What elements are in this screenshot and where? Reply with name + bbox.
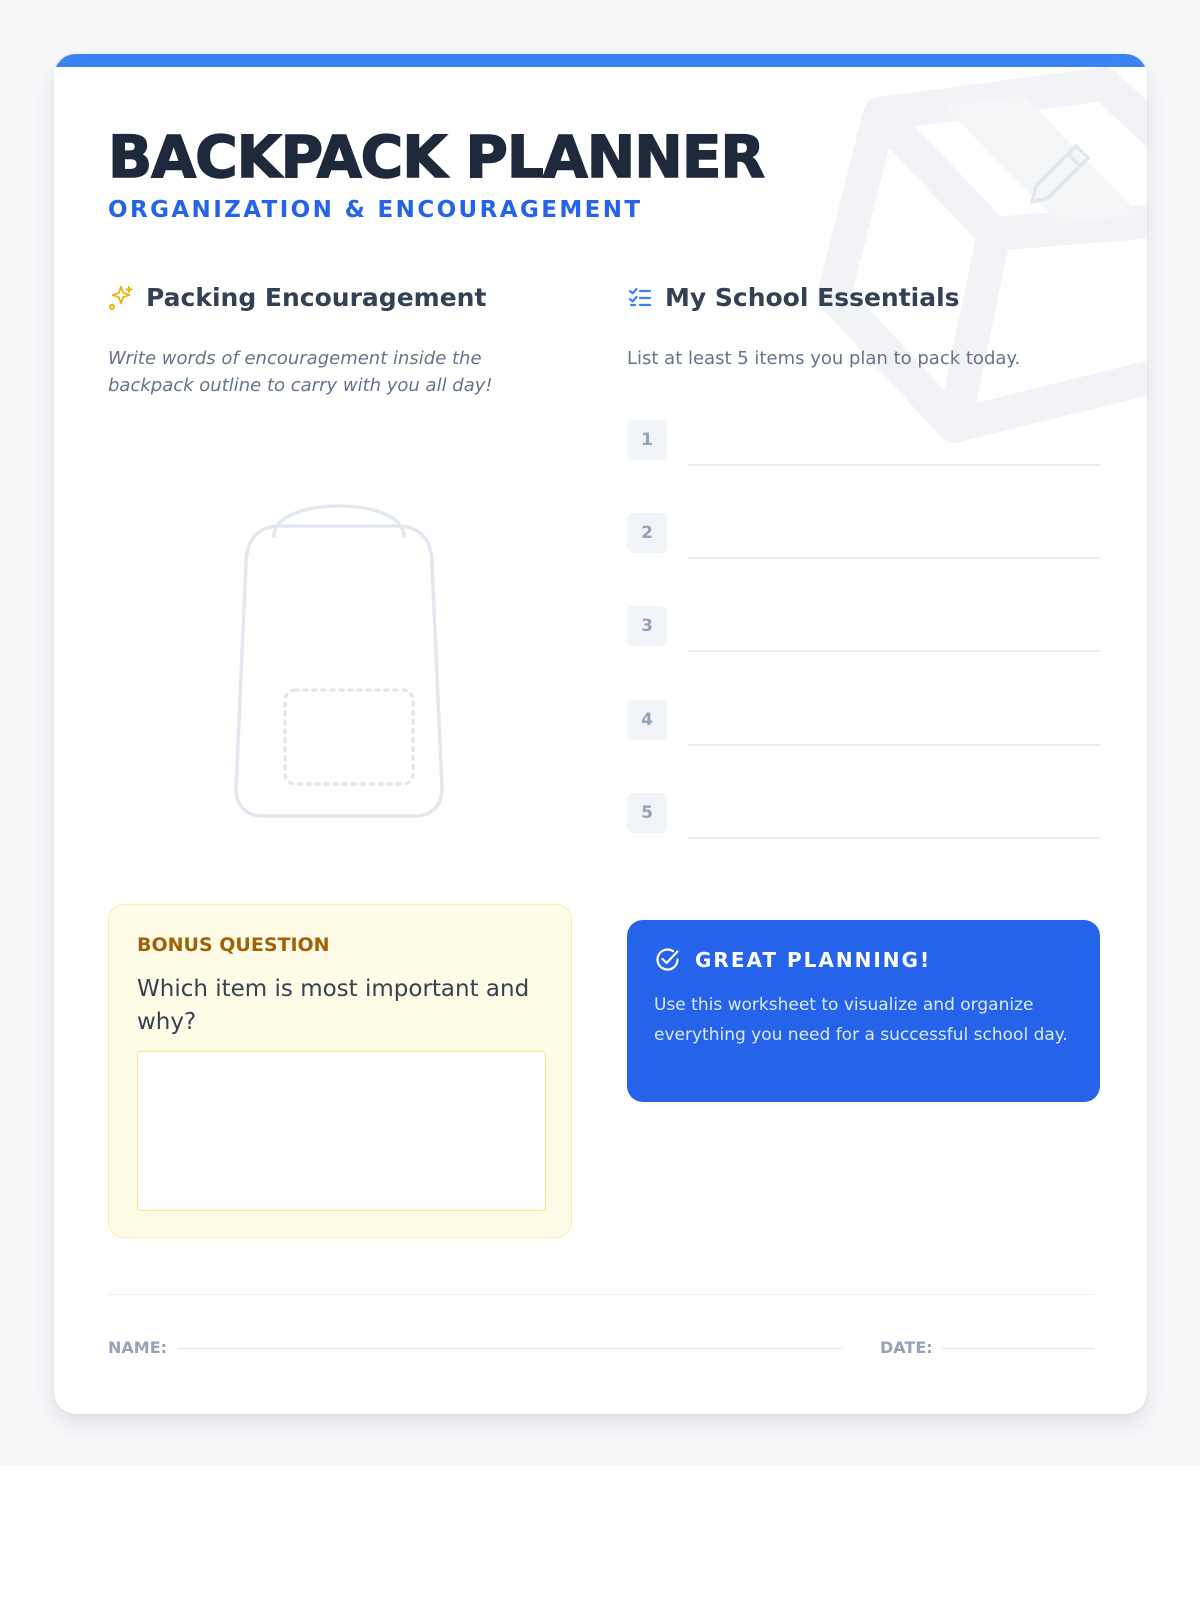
bonus-answer-field[interactable]: [137, 1051, 546, 1211]
essentials-heading: My School Essentials: [665, 283, 960, 312]
checklist-icon: [627, 285, 653, 311]
sparkles-icon: [108, 285, 134, 311]
item-number: 4: [627, 700, 667, 740]
callout-body: Use this worksheet to visualize and organize everything you need for a successful school day.: [654, 995, 1068, 1045]
item-write-line[interactable]: [688, 464, 1100, 466]
backpack-outline[interactable]: [220, 494, 458, 824]
item-number: 5: [627, 793, 667, 833]
essentials-header: [627, 283, 960, 313]
essential-item-2: [627, 513, 1100, 561]
item-write-line[interactable]: [688, 557, 1100, 559]
item-number: 2: [627, 513, 667, 553]
item-write-line[interactable]: [688, 837, 1100, 839]
check-circle-icon: [654, 946, 681, 973]
encouragement-instructions: Write words of encouragement inside the backpack outline to carry with you all day!: [108, 348, 493, 396]
item-number: 3: [627, 606, 667, 646]
page-title: BACKPACK PLANNER: [108, 123, 765, 191]
essentials-instructions: List at least 5 items you plan to pack today.: [627, 348, 1021, 369]
encouragement-heading: Packing Encouragement: [146, 283, 487, 312]
name-write-line[interactable]: [178, 1348, 843, 1349]
worksheet-card: [54, 54, 1147, 1414]
essential-item-5: [627, 793, 1100, 841]
item-write-line[interactable]: [688, 744, 1100, 746]
callout-title: GREAT PLANNING!: [695, 947, 932, 972]
name-label: NAME:: [108, 1338, 168, 1357]
essential-item-4: [627, 700, 1100, 748]
box-watermark-icon: [774, 64, 1147, 464]
page-subtitle: ORGANIZATION & ENCOURAGEMENT: [108, 197, 643, 223]
bonus-question: Which item is most important and why?: [137, 976, 530, 1035]
encouragement-header: [108, 283, 486, 313]
date-write-line[interactable]: [942, 1348, 1094, 1349]
item-write-line[interactable]: [688, 650, 1100, 652]
date-label: DATE:: [880, 1338, 933, 1357]
essential-item-3: [627, 606, 1100, 654]
callout-header: [654, 946, 931, 973]
great-planning-callout: [627, 920, 1100, 1102]
footer-divider: [108, 1294, 1094, 1295]
pencil-icon: [1026, 140, 1096, 210]
bonus-question-box: [108, 904, 572, 1238]
bonus-label: BONUS QUESTION: [137, 934, 330, 956]
essential-item-1: [627, 420, 1100, 468]
item-number: 1: [627, 420, 667, 460]
